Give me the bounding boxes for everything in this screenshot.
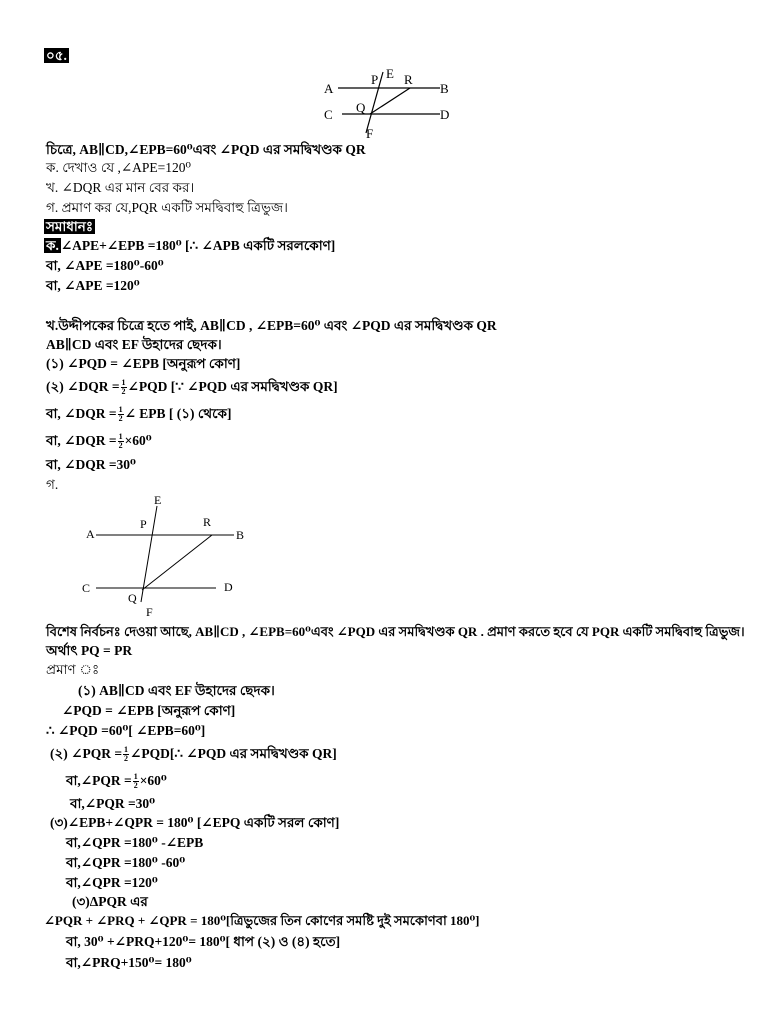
label-b: B bbox=[440, 81, 449, 96]
ga-line-3: প্রমাণ ঃ bbox=[46, 662, 100, 677]
ka-line-2: বা, ∠APE =180⁰-60⁰ bbox=[46, 258, 164, 273]
ga-line-10: (৩)∠EPB+∠QPR = 180⁰ [∠EPQ একটি সরল কোণ] bbox=[50, 815, 340, 830]
fraction-half: $\frac{1}{2}$ bbox=[133, 772, 138, 791]
fraction-half: $\frac{1}{2}$ bbox=[121, 378, 126, 397]
label-e: E bbox=[386, 66, 394, 81]
label-b: B bbox=[236, 528, 245, 542]
kha-line-4: (২) ∠DQR = $\frac{1}{2}$ ∠PQD [∵ ∠PQD এর সমদ্বিখণ্ডক QR] bbox=[46, 378, 338, 397]
figure-2 bbox=[76, 492, 256, 618]
ga-line-9: বা,∠PQR =30⁰ bbox=[70, 796, 156, 811]
label-p: P bbox=[140, 517, 147, 531]
label-q: Q bbox=[128, 591, 137, 605]
ka-line-1: ক. ∠APE+∠EPB =180⁰ [∴ ∠APB একটি সরলকোণ] bbox=[46, 238, 336, 253]
figure-1 bbox=[318, 66, 458, 140]
kha-line-5: বা, ∠DQR = $\frac{1}{2}$ ∠ EPB [ (১) থেকে] bbox=[46, 405, 232, 424]
kha-line-3: (১) ∠PQD = ∠EPB [অনুরূপ কোণ] bbox=[46, 356, 241, 371]
ga-line-4: (১) AB∥CD এবং EF উহাদের ছেদক। bbox=[78, 683, 275, 698]
ga-label: গ. bbox=[46, 477, 59, 492]
ga-line-5: ∠PQD = ∠EPB [অনুরূপ কোণ] bbox=[62, 703, 236, 718]
question-ka: ক. দেখাও যে ,∠APE=120⁰ bbox=[46, 160, 191, 175]
ga-line-7: (২) ∠PQR = $\frac{1}{2}$ ∠PQD[∴ ∠PQD এর সমদ্বিখণ্ডক QR] bbox=[50, 745, 337, 764]
question-kha: খ. ∠DQR এর মান বের কর। bbox=[46, 180, 195, 195]
label-d: D bbox=[440, 107, 450, 122]
line-qr bbox=[142, 535, 212, 590]
label-r: R bbox=[404, 72, 413, 87]
ga-line-8: বা,∠PQR = $\frac{1}{2}$ ×60⁰ bbox=[66, 772, 167, 791]
label-c: C bbox=[82, 581, 91, 595]
label-f: F bbox=[366, 126, 374, 140]
ga-line-12: বা,∠QPR =180⁰ -60⁰ bbox=[66, 855, 186, 870]
line-qr bbox=[370, 88, 410, 114]
label-p: P bbox=[371, 72, 379, 87]
question-number: ০৫. bbox=[46, 48, 67, 63]
ga-line-11: বা,∠QPR =180⁰ -∠EPB bbox=[66, 835, 204, 850]
label-e: E bbox=[154, 493, 162, 507]
label-d: D bbox=[224, 580, 233, 594]
solution-label: সমাধানঃ bbox=[46, 219, 94, 234]
fraction-half: $\frac{1}{2}$ bbox=[118, 405, 123, 424]
kha-line-6: বা, ∠DQR = $\frac{1}{2}$ ×60⁰ bbox=[46, 432, 152, 451]
ka-line-3: বা, ∠APE =120⁰ bbox=[46, 278, 140, 293]
kha-line-2: AB∥CD এবং EF উহাদের ছেদক। bbox=[46, 337, 222, 352]
fraction-half: $\frac{1}{2}$ bbox=[124, 745, 129, 764]
ga-line-17: বা,∠PRQ+150⁰= 180⁰ bbox=[66, 955, 192, 970]
fraction-half: $\frac{1}{2}$ bbox=[118, 432, 123, 451]
ga-line-15: ∠PQR + ∠PRQ + ∠QPR = 180⁰[ত্রিভুজের তিন কোণের সমষ্টি দুই সমকোণবা 180⁰] bbox=[44, 913, 480, 928]
label-f: F bbox=[146, 605, 153, 618]
ga-line-14: (৩)ΔPQR এর bbox=[72, 894, 148, 909]
question-stem: চিত্রে, AB∥CD,∠EPB=60⁰এবং ∠PQD এর সমদ্বিখণ্ডক QR bbox=[46, 142, 366, 157]
question-ga: গ. প্রমাণ কর যে,PQR একটি সমদ্বিবাহু ত্রিভুজ। bbox=[46, 200, 288, 215]
ga-line-13: বা,∠QPR =120⁰ bbox=[66, 875, 158, 890]
label-a: A bbox=[324, 81, 334, 96]
ga-line-1: বিশেষ নির্বচনঃ দেওয়া আছে, AB∥CD , ∠EPB=60⁰এবং ∠PQD এর সমদ্বিখণ্ডক QR . প্রমাণ করতে হবে যে PQR একটি সমদ্বিবাহু ত্রিভুজ। bbox=[46, 624, 745, 639]
label-c: C bbox=[324, 107, 333, 122]
ga-line-6: ∴ ∠PQD =60⁰[ ∠EPB=60⁰] bbox=[46, 723, 206, 738]
label-q: Q bbox=[356, 100, 366, 115]
label-a: A bbox=[86, 527, 95, 541]
label-r: R bbox=[203, 515, 212, 529]
kha-line-1: খ.উদ্দীপকের চিত্রে হতে পাই, AB∥CD , ∠EPB=60⁰ এবং ∠PQD এর সমদ্বিখণ্ডক QR bbox=[46, 318, 497, 333]
kha-line-7: বা, ∠DQR =30⁰ bbox=[46, 457, 136, 472]
ga-line-16: বা, 30⁰ +∠PRQ+120⁰= 180⁰[ ধাপ (২) ও (৪) হতে] bbox=[66, 934, 341, 949]
ga-line-2: অর্থাৎ PQ = PR bbox=[46, 643, 133, 658]
